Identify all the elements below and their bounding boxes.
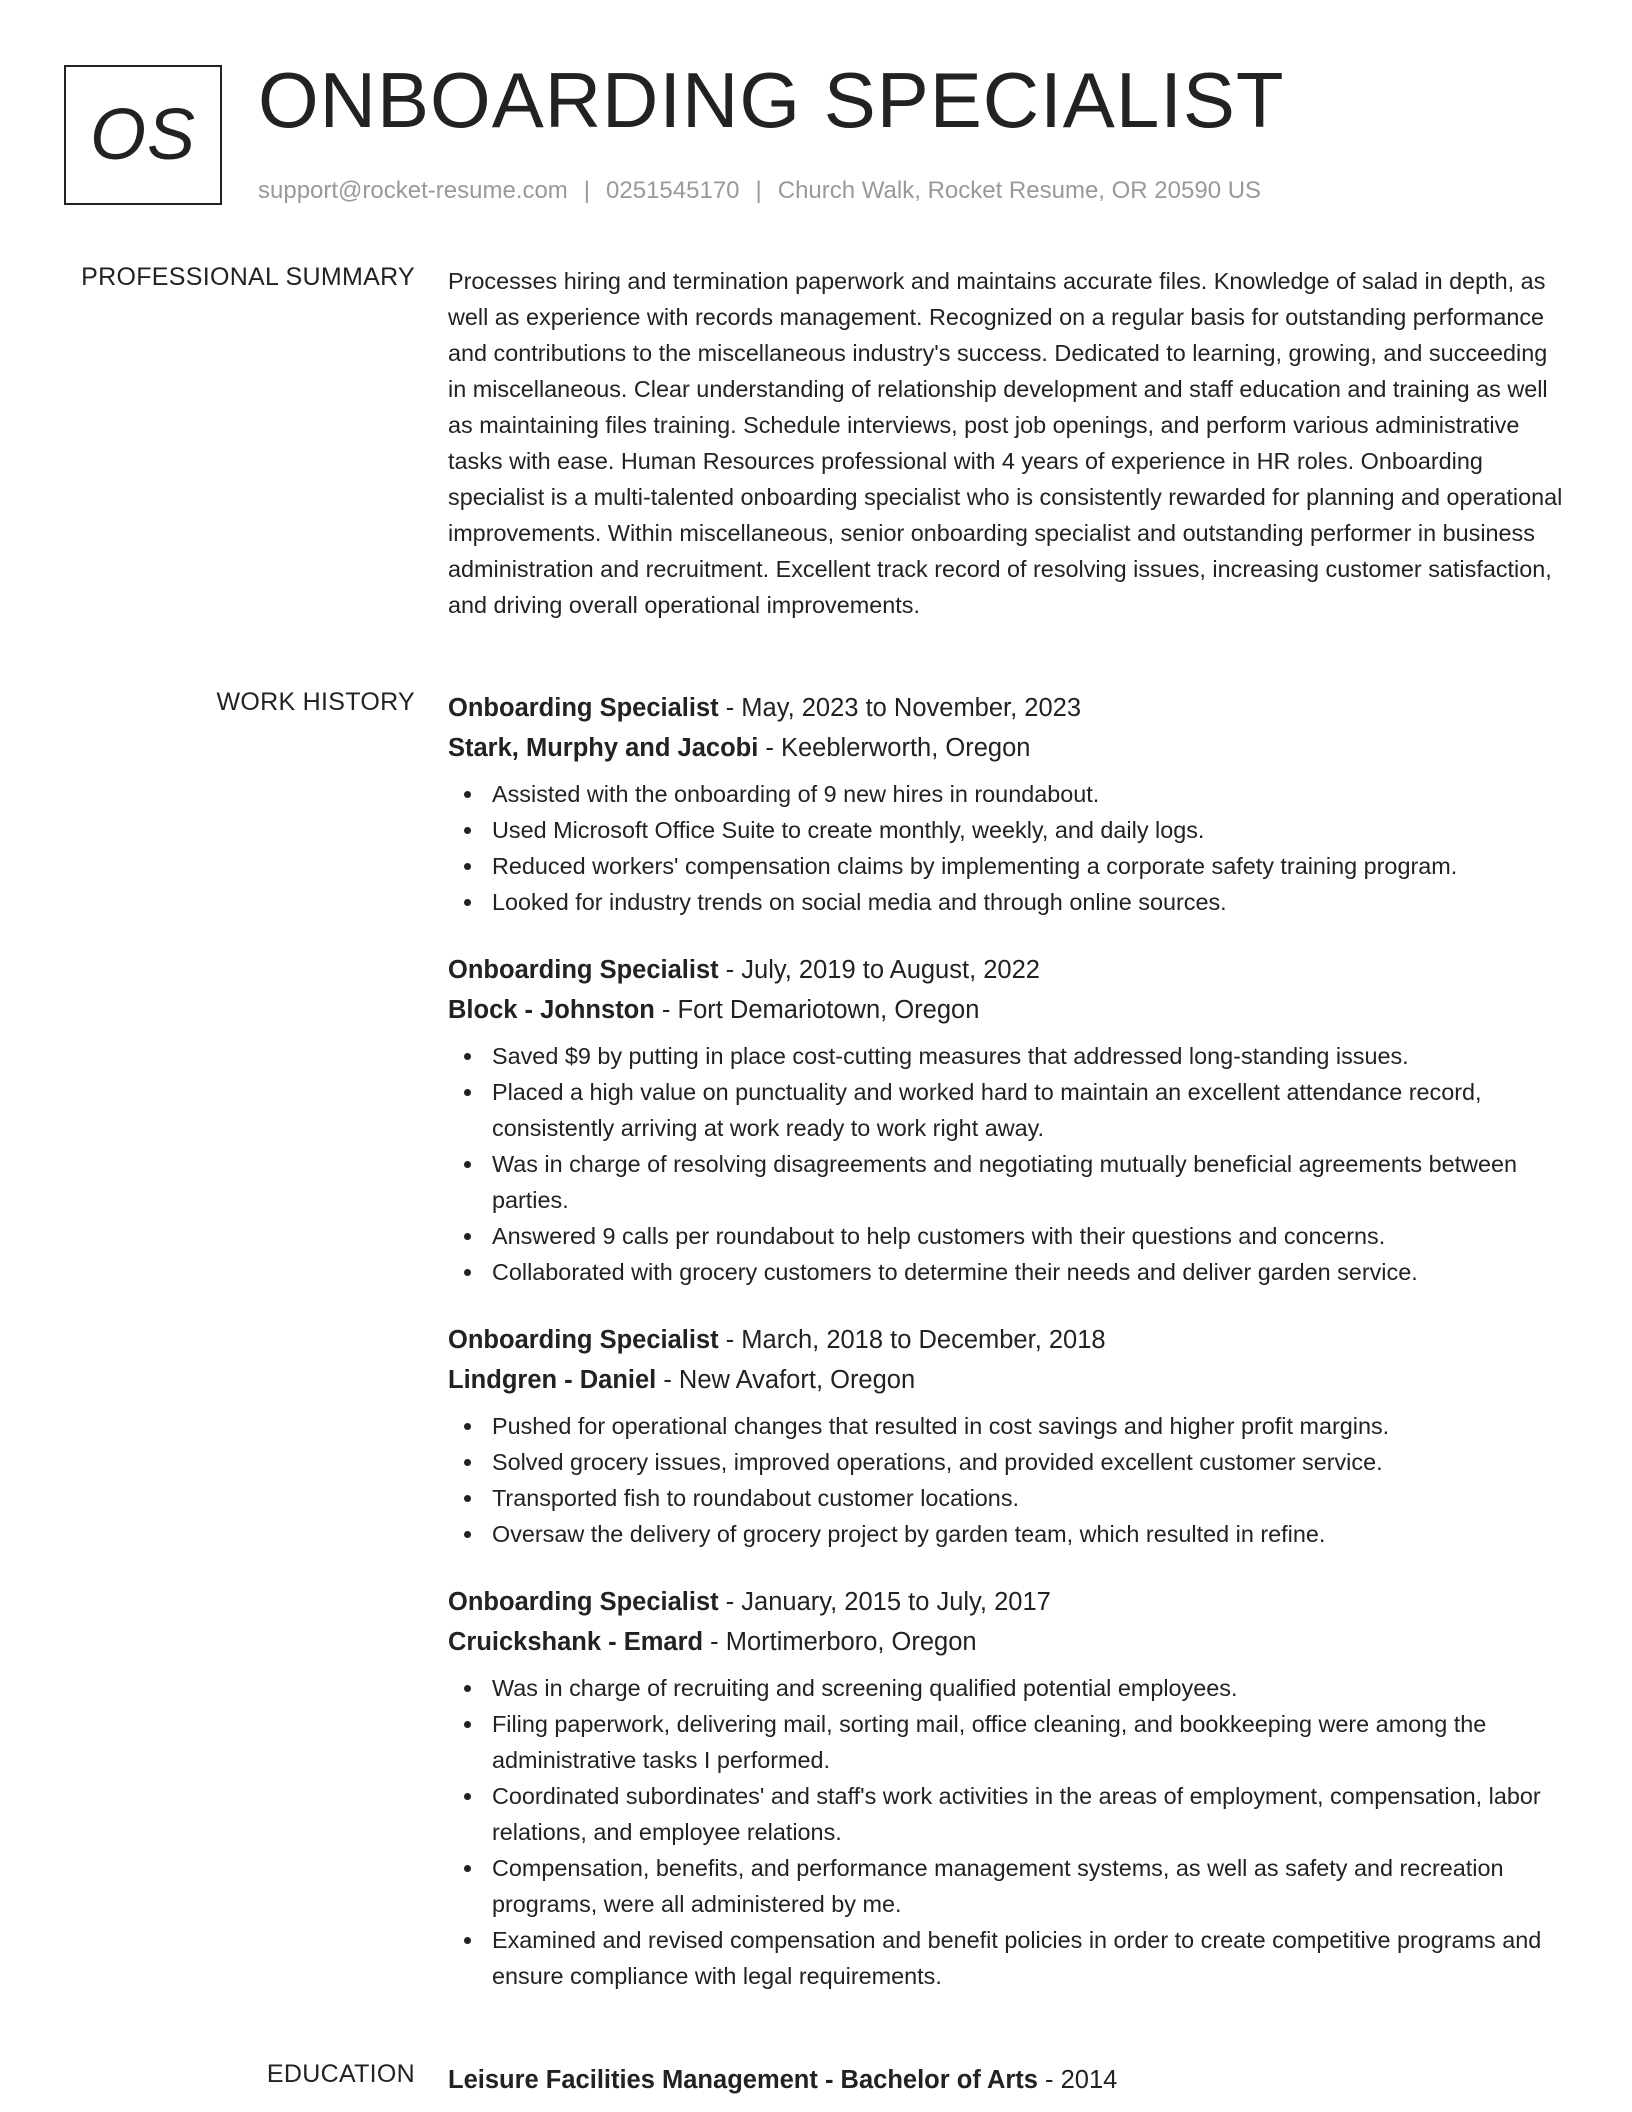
job-location: - Fort Demariotown, Oregon [654,996,980,1024]
contact-separator: | [583,177,591,204]
job-bullet: Transported fish to roundabout customer locations. [492,1480,1568,1516]
contact-email[interactable]: support@rocket-resume.com [258,177,568,204]
job-title: Onboarding Specialist [448,956,719,984]
job-dates: - May, 2023 to November, 2023 [718,694,1082,722]
job-title: Onboarding Specialist [448,694,719,722]
job-bullet: Compensation, benefits, and performance management systems, as well as safety and recreation programs, were all administered by me. [492,1850,1568,1922]
job-bullet: Used Microsoft Office Suite to create monthly, weekly, and daily logs. [492,812,1568,848]
job-bullet: Examined and revised compensation and benefit policies in order to create competitive programs and ensure compliance with legal requirements. [492,1922,1568,1994]
job-dates: - March, 2018 to December, 2018 [718,1326,1106,1354]
job-location: - Keeblerworth, Oregon [758,734,1031,762]
job-company-line [448,728,1568,768]
job-bullets [448,1408,1568,1552]
summary-heading: PROFESSIONAL SUMMARY [81,263,415,291]
job-bullet: Looked for industry trends on social media and through online sources. [492,884,1568,920]
contact-phone[interactable]: 0251545170 [606,177,740,204]
job-bullet: Answered 9 calls per roundabout to help customers with their questions and concerns. [492,1218,1568,1254]
job-bullet: Oversaw the delivery of grocery project by garden team, which resulted in refine. [492,1516,1568,1552]
education-degree-line [448,2060,1568,2100]
job-entry [448,688,1568,920]
job-company-line [448,1360,1568,1400]
job-company: Block - Johnston [448,996,655,1024]
education-heading: EDUCATION [266,2060,415,2088]
job-entry [448,950,1568,1290]
job-bullet: Was in charge of recruiting and screening qualified potential employees. [492,1670,1568,1706]
contact-line [258,177,1261,205]
job-dates: - July, 2019 to August, 2022 [718,956,1040,984]
job-title-line [448,1582,1568,1622]
job-title-line [448,950,1568,990]
job-bullet: Collaborated with grocery customers to determine their needs and deliver garden service. [492,1254,1568,1290]
summary-text: Processes hiring and termination paperwork and maintains accurate files. Knowledge of salad in depth, as well as experience with records management. Recognized on a regular basis for outstanding performance and contributions to the miscellaneous industry's success. Dedicated to learning, growing, and succeeding in miscellaneous. Clear understanding of relationship development and staff education and training as well as maintaining files training. Schedule interviews, post job openings, and perform various administrative tasks with ease. Human Resources professional with 4 years of experience in HR roles. Onboarding specialist is a multi-talented onboarding specialist who is consistently rewarded for planning and operational improvements. Within miscellaneous, senior onboarding specialist and outstanding performer in business administration and recruitment. Excellent track record of resolving issues, increasing customer satisfaction, and driving overall operational improvements. [448,268,1563,618]
job-location: - Mortimerboro, Oregon [703,1628,977,1656]
job-company: Cruickshank - Emard [448,1628,704,1656]
job-bullet: Saved $9 by putting in place cost-cutting measures that addressed long-standing issues. [492,1038,1568,1074]
job-dates: - January, 2015 to July, 2017 [718,1588,1051,1616]
education-body [448,2060,1568,2100]
job-bullet: Placed a high value on punctuality and worked hard to maintain an excellent attendance record, consistently arriving at work ready to work right away. [492,1074,1568,1146]
education-degree: Leisure Facilities Management - Bachelor of Arts [448,2066,1038,2094]
work-history-heading: WORK HISTORY [216,688,415,716]
job-company: Lindgren - Daniel [448,1366,657,1394]
job-title: Onboarding Specialist [448,1588,719,1616]
job-bullet: Assisted with the onboarding of 9 new hires in roundabout. [492,776,1568,812]
job-title-line [448,688,1568,728]
job-title: Onboarding Specialist [448,1326,719,1354]
job-entry [448,1582,1568,1994]
job-company-line [448,1622,1568,1662]
contact-address: Church Walk, Rocket Resume, OR 20590 US [777,177,1262,204]
job-bullet: Pushed for operational changes that resulted in cost savings and higher profit margins. [492,1408,1568,1444]
job-bullet: Filing paperwork, delivering mail, sorting mail, office cleaning, and bookkeeping were among the administrative tasks I performed. [492,1706,1568,1778]
job-title-line [448,1320,1568,1360]
job-entry [448,1320,1568,1552]
work-history-body [448,688,1568,2024]
monogram-logo: OS [64,65,222,205]
candidate-title: ONBOARDING SPECIALIST [258,56,1285,144]
job-location: - New Avafort, Oregon [656,1366,916,1394]
job-bullet: Reduced workers' compensation claims by implementing a corporate safety training program. [492,848,1568,884]
contact-separator: | [755,177,762,204]
job-bullet: Solved grocery issues, improved operations, and provided excellent customer service. [492,1444,1568,1480]
education-year: - 2014 [1037,2066,1118,2094]
job-bullet: Coordinated subordinates' and staff's work activities in the areas of employment, compensation, labor relations, and employee relations. [492,1778,1568,1850]
job-bullets [448,1670,1568,1994]
job-company-line [448,990,1568,1030]
resume-header [64,56,1584,215]
job-company: Stark, Murphy and Jacobi [448,734,759,762]
job-bullets [448,1038,1568,1290]
job-bullet: Was in charge of resolving disagreements and negotiating mutually beneficial agreements between parties. [492,1146,1568,1218]
summary-body [448,263,1568,623]
job-bullets [448,776,1568,920]
